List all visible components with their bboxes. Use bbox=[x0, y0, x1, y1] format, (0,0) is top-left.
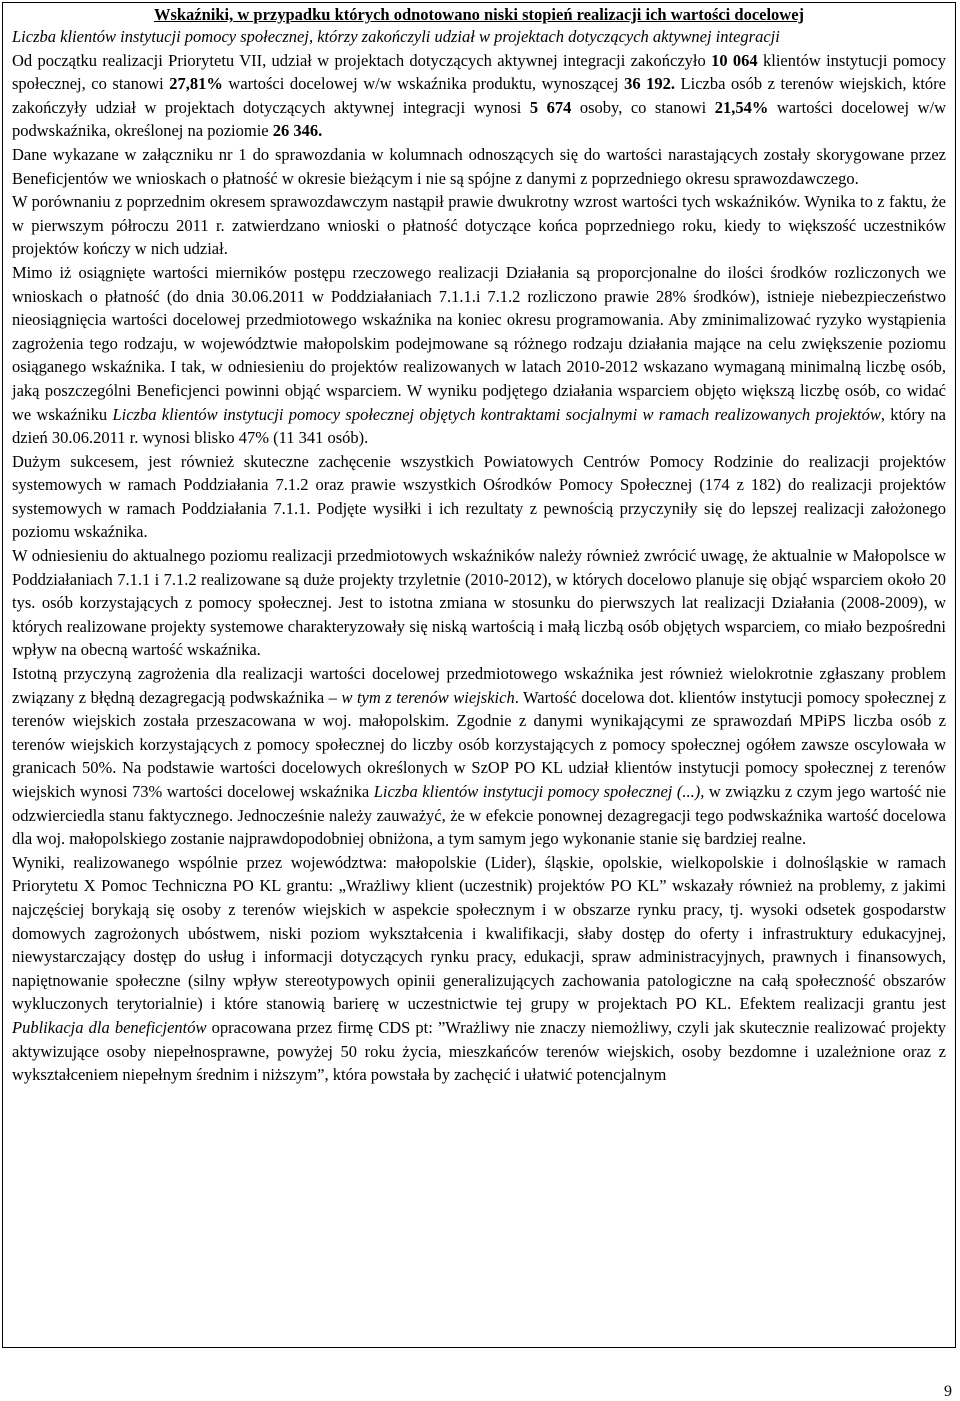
paragraph-6: W odniesieniu do aktualnego poziomu realizacji przedmiotowych wskaźników należy również zwrócić uwagę, że aktualnie w Małopolsce w Poddziałaniach 7.1.1 i 7.1.2 realizowane są duże projekty trzyletnie (2010-2012), w których docelowo planuje się objąć wsparciem około 20 tys. osób korzystających z pomocy społecznej. Jest to istotna zmiana w stosunku do pierwszych lat realizacji Działania (2008-2009), w których realizowane projekty systemowe charakteryzowały się niską wartością i małą liczbą osób objętych wsparciem, co miało bezpośredni wpływ na obecną wartość wskaźnika. bbox=[12, 546, 946, 660]
p4-text: , który na dzień 30.06.2011 r. wynosi blisko 47% (11 341 osób). bbox=[12, 404, 946, 448]
paragraph-7 bbox=[12, 662, 946, 851]
p1-value: 36 192. bbox=[624, 74, 675, 94]
p1-value: 26 346. bbox=[272, 121, 323, 141]
indicator-subheading: Liczba klientów instytucji pomocy społecznej, którzy zakończyli udział w projektach dotyczących aktywnej integracji bbox=[12, 27, 780, 46]
p1-value: 27,81% bbox=[169, 74, 223, 94]
paragraph-3: W porównaniu z poprzednim okresem sprawozdawczym nastąpił prawie dwukrotny wzrost wartości tych wskaźników. Wynika to z faktu, że w pierwszym półroczu 2011 r. zatwierdzano wnioski o płatność dotyczące końca poprzedniego roku, kiedy to większość uczestników projektów kończy w nich udział. bbox=[12, 192, 946, 259]
p1-value: 21,54% bbox=[714, 97, 769, 117]
p1-text: Od początku realizacji Priorytetu VII, udział w projektach dotyczących aktywnej integracji zakończyło bbox=[12, 50, 712, 70]
p4-italic: Liczba klientów instytucji pomocy społecznej objętych kontraktami socjalnymi w ramach realizowanych projektów bbox=[112, 404, 881, 424]
paragraph-5: Dużym sukcesem, jest również skuteczne zachęcenie wszystkich Powiatowych Centrów Pomocy Rodzinie do realizacji projektów systemowych w ramach Poddziałania 7.1.2 oraz prawie wszystkich Ośrodków Pomocy Społecznej (174 z 182) do realizacji projektów systemowych w ramach Poddziałania 7.1.1. Podjęte wysiłki i ich rezultaty z pewnością przyczyniły się do lepszej realizacji założonego poziomu wskaźnika. bbox=[12, 451, 946, 542]
p1-text: wartości docelowej w/w wskaźnika produktu, wynoszącej bbox=[222, 74, 625, 94]
paragraph-1 bbox=[12, 49, 946, 143]
text-frame bbox=[2, 2, 956, 1348]
p1-text: osoby, co stanowi bbox=[571, 97, 715, 117]
p7-text: . Wartość docelowa dot. klientów instytucji pomocy społecznej z terenów wiejskich została przeszacowana w woj. małopolskim. Zgodnie z danymi wynikającymi ze sprawozdań MPiPS liczba osób z terenów wiejskich korzystających z pomocy społecznej do liczby osób korzystających z pomocy społecznej ogółem zawsze oscylowała w granicach 50%. Na podstawie wartości docelowych określonych w SzOP PO KL udział klientów instytucji pomocy społecznej z terenów wiejskich wynosi 73% wartości docelowej wskaźnika bbox=[12, 687, 946, 801]
p7-text: w związku z czym jego wartość nie odzwierciedla stanu faktycznego. Jednocześnie należy zauważyć, że w efekcie ponownej dezagregacji tego podwskaźnika wartość docelowa dla woj. małopolskiego zostanie najprawdopodobniej obniżona, a tym samym jego wykonanie stanie się bardziej realne. bbox=[12, 782, 946, 849]
section-heading: Wskaźniki, w przypadku których odnotowano niski stopień realizacji ich wartości docelowej bbox=[153, 5, 805, 24]
p1-text: klientów instytucji pomocy społecznej, co stanowi bbox=[12, 50, 946, 94]
p1-text: Liczba osób z terenów wiejskich, które zakończyły udział w projektach dotyczących aktywnej integracji wynosi bbox=[12, 74, 946, 117]
p8-italic: Publikacja dla beneficjentów bbox=[12, 1017, 207, 1037]
p8-text: Wyniki, realizowanego wspólnie przez województwa: małopolskie (Lider), śląskie, opolskie, wielkopolskie i dolnośląskie w ramach Priorytetu X Pomoc Techniczna PO KL grantu: „Wrażliwy klient (uczestnik) projektów PO KL” wskazały również na problemy, z jakimi najczęściej borykają się osoby z terenów wiejskich w aspekcie społecznym i w obszarze rynku pracy, tj. wysoki odsetek gospodarstw domowych zagrożonych ubóstwem, niski poziom wykształcenia i kwalifikacji, słaby dostęp do oferty i infrastruktury edukacyjnej, niewystarczający dostęp do usług i informacji dotyczących rynku pracy, edukacji, spraw administracyjnych, prawnych i finansowych, napiętnowanie społeczne (silny wpływ stereotypowych opinii generalizujących zachowania patologiczne na całą społeczność obszarów wykluczonych terytorialnie) i które stanowią barierę w uczestnictwie tej grupy w projektach PO KL. Efektem realizacji grantu jest bbox=[12, 852, 946, 1014]
paragraph-8 bbox=[12, 851, 946, 1087]
p1-value: 5 674 bbox=[529, 97, 572, 117]
p7-italic: Liczba klientów instytucji pomocy społecznej (...), bbox=[373, 782, 705, 801]
p8-text: opracowana przez firmę CDS pt: ”Wrażliwy nie znaczy niemożliwy, czyli jak skutecznie realizować projekty aktywizujące osoby niepełnosprawne, powyżej 50 roku życia, mieszkańców terenów wiejskich, osoby bezdomne i uzależnione oraz z wykształceniem niepełnym średnim i niższym”, która powstała by zachęcić i ułatwić potencjalnym bbox=[12, 1017, 946, 1085]
p1-value: 10 064 bbox=[711, 50, 758, 70]
p7-text: Istotną przyczyną zagrożenia dla realizacji wartości docelowej przedmiotowego wskaźnika jest również wielokrotnie zgłaszany problem związany z błędną dezagregacją podwskaźnika – bbox=[12, 664, 946, 707]
p7-italic: w tym z terenów wiejskich bbox=[341, 687, 515, 707]
p1-text: wartości docelowej w/w podwskaźnika, określonej na poziomie bbox=[12, 97, 946, 141]
paragraph-2: Dane wykazane w załączniku nr 1 do sprawozdania w kolumnach odnoszących się do wartości narastających zostały skorygowane przez Beneficjentów we wnioskach o płatność w okresie bieżącym i nie są spójne z danymi z poprzedniego okresu sprawozdawczego. bbox=[12, 144, 946, 188]
paragraph-4 bbox=[12, 261, 946, 450]
page-number: 9 bbox=[944, 1383, 952, 1400]
p4-text: Mimo iż osiągnięte wartości mierników postępu rzeczowego realizacji Działania są proporcjonalne do ilości środków rozliczonych we wnioskach o płatność (do dnia 30.06.2011 w Poddziałaniach 7.1.1.i 7.1.2 rozliczono prawie 28% środków), istnieje niebezpieczeństwo nieosiągnięcia wartości docelowej przedmiotowego wskaźnika na koniec okresu programowania. Aby zminimalizować ryzyko wystąpienia zagrożenia tego rodzaju, w województwie małopolskim podejmowane są różnego rodzaju działania mające na celu zwiększenie poziomu osiąganego wskaźnika. I tak, w odniesieniu do projektów realizowanych w latach 2010-2012 wskazano wymaganą minimalną liczbę osób, jaką poszczególni Beneficjenci powinni objąć wsparciem. W wyniku podjętego działania wsparciem objęto większą liczbę osób, co widać we wskaźniku bbox=[12, 262, 946, 424]
